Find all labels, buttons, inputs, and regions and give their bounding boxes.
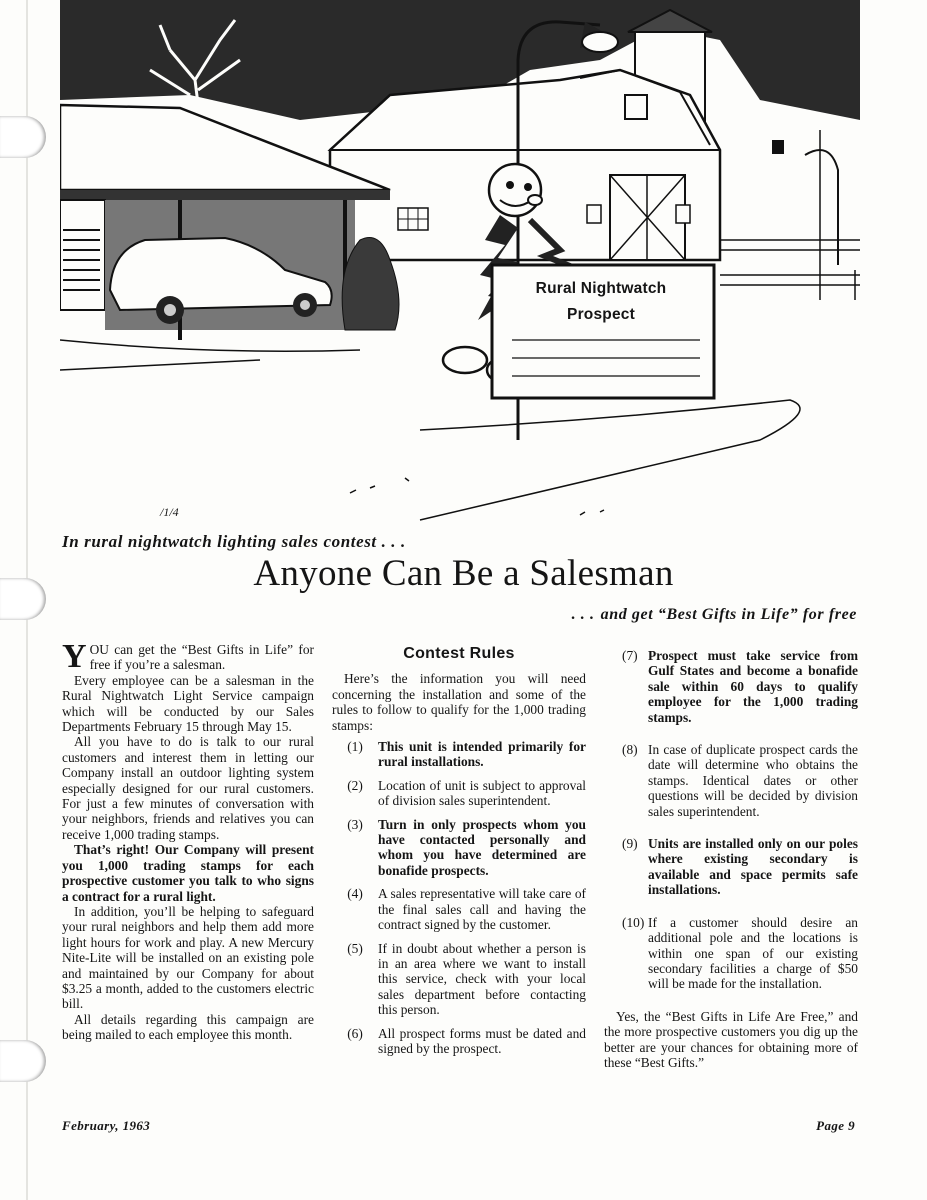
rule-number: (8)	[622, 742, 638, 758]
rule-item	[332, 941, 586, 1018]
rule-item	[332, 739, 586, 770]
drop-cap: Y	[62, 638, 87, 675]
rule-item	[604, 742, 858, 819]
sign-line-2: Prospect	[567, 306, 635, 323]
bold-text: That’s right! Our Company will present you 1,000 trading stamps for each prospective customer you talk to who signs a contract for a rural light.	[62, 842, 314, 904]
rule-number: (9)	[622, 836, 638, 852]
rule-item	[604, 915, 858, 992]
article-tagline	[572, 606, 857, 624]
paragraph-intro	[62, 638, 314, 675]
rule-item	[332, 817, 586, 879]
rule-number: (4)	[347, 886, 363, 902]
rule-text: All prospect forms must be dated and signed by the prospect.	[378, 1025, 586, 1056]
rule-item	[604, 836, 858, 898]
article-kicker: In rural nightwatch lighting sales contest . . .	[62, 532, 406, 551]
rule-text: In case of duplicate prospect cards the date will determine who obtains the stamps. Identical dates or other questions will be decided by division sales superintendent.	[648, 742, 858, 819]
rules-title: Contest Rules	[403, 645, 515, 662]
footer-date: February, 1963	[62, 1118, 151, 1133]
artist-signature: /1/4	[160, 505, 179, 519]
article-column-2	[332, 642, 586, 1064]
rule-text: This unit is intended primarily for rural installations.	[378, 739, 586, 770]
sign-line-1: Rural Nightwatch	[535, 280, 667, 297]
closing-paragraph: Yes, the “Best Gifts in Life Are Free,” and the more prospective customers you dig up the better are your chances for obtaining more of these “Best Gifts.”	[604, 1008, 858, 1070]
rule-item	[604, 648, 858, 725]
farm-scene-illustration	[60, 0, 860, 530]
rule-number: (1)	[347, 739, 363, 755]
rule-text: Turn in only prospects whom you have contacted personally and whom you have determined are bonafide prospects.	[378, 816, 586, 878]
rule-item	[332, 778, 586, 809]
rule-text: Prospect must take service from Gulf States and become a bonafide sale within 60 days to qualify employee for the 1,000 trading stamps.	[648, 648, 858, 725]
rule-number: (5)	[347, 940, 363, 956]
article-column-3	[604, 642, 858, 1070]
binder-hole	[0, 116, 46, 158]
rule-number: (3)	[347, 816, 363, 832]
rule-number: (7)	[622, 648, 638, 663]
rule-text: If a customer should desire an additional pole and the locations is within one span of our existing secondary facilities a charge of $50 will be made for the installation.	[648, 914, 858, 992]
intro-text: OU can get the “Best Gifts in Life” for free if you’re a salesman.	[89, 642, 314, 673]
binder-hole	[0, 1040, 46, 1082]
article-headline: Anyone Can Be a Salesman	[253, 553, 674, 594]
rule-number: (10)	[622, 914, 645, 930]
rule-item	[332, 886, 586, 932]
paragraph: Every employee can be a salesman in the Rural Nightwatch Light Service campaign which will be conducted by our Sales Departments February 15 through May 15.	[62, 672, 314, 735]
tagline-text: and get “Best Gifts in Life” for free	[600, 606, 857, 623]
rule-number: (2)	[347, 777, 363, 793]
rule-text: Units are installed only on our poles where existing secondary is available and space permits safe installations.	[648, 836, 858, 898]
paragraph: In addition, you’ll be helping to safeguard your rural neighbors and help them add more light hours for work and play. A new Mercury Nite-Lite will be installed on an existing pole and maintained by our Company for about $3.25 a month, added to the customers electric bill.	[62, 903, 314, 1012]
sign-text	[508, 276, 694, 328]
tagline-ellipsis: . . .	[571, 606, 595, 623]
article-column-1	[62, 638, 314, 1043]
paragraph: All details regarding this campaign are being mailed to each employee this month.	[62, 1011, 314, 1043]
footer-page-number: Page 9	[816, 1118, 855, 1133]
rule-number: (6)	[347, 1025, 363, 1041]
rule-text: A sales representative will take care of the final sales call and having the contract signed by the customer.	[378, 886, 586, 933]
rule-text: If in doubt about whether a person is in an area where we want to install this service, check with your local sales department before contacting this person.	[378, 940, 586, 1018]
rule-item	[332, 1026, 586, 1057]
rule-text: Location of unit is subject to approval of division sales superintendent.	[378, 777, 586, 809]
paragraph: All you have to do is talk to our rural customers and interest them in letting our Company install an outdoor lighting system especially designed for our rural customers. For just a few minutes of conversation with your neighbors, friends and relatives you can receive 1,000 trading stamps.	[62, 734, 314, 842]
rules-intro: Here’s the information you will need concerning the installation and some of the rules to follow to qualify for the 1,000 trading stamps:	[332, 671, 586, 733]
paragraph-bold	[62, 842, 314, 904]
